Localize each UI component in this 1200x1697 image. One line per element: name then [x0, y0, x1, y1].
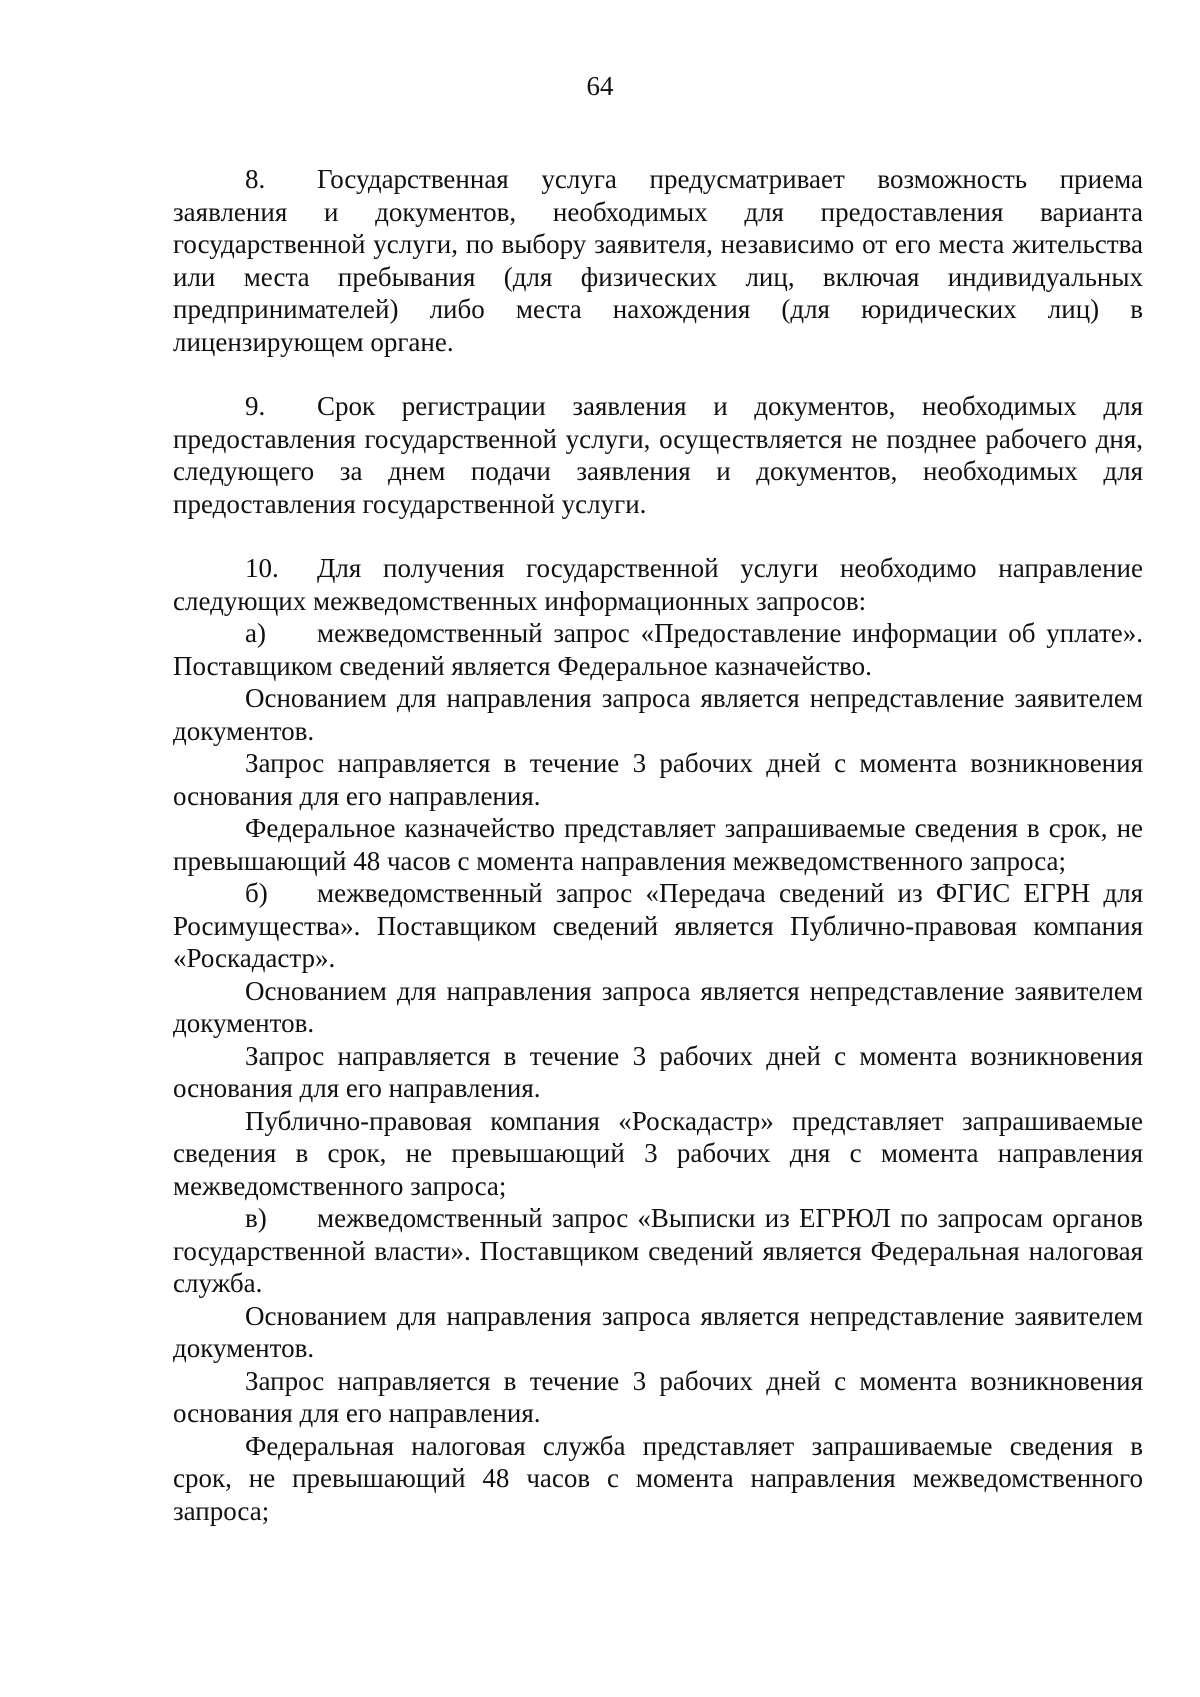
paragraph-number: 9. — [245, 391, 266, 421]
paragraph-9 — [173, 390, 1143, 520]
paragraph-number: 8. — [245, 164, 266, 194]
paragraph-10 — [173, 552, 1143, 617]
subitem-v — [173, 1202, 1143, 1300]
paragraph-text-block: Федеральное казначейство представляет запрашиваемые сведения в срок, не превышающий 48 часов с момента направления межведомственного запроса; — [173, 813, 1143, 876]
subitem-b — [173, 877, 1143, 975]
paragraph-text: Для получения государственной услуги необходимо направление следующих межведомственных информационных запросов: — [173, 553, 1143, 616]
subitem-letter: в) — [245, 1203, 267, 1233]
subitem-a — [173, 617, 1143, 682]
paragraph-text: Срок регистрации заявления и документов, необходимых для предоставления государственной услуги, осуществляется не позднее рабочего дня, следующего за днем подачи заявления и документов, необходимых для предоставления государственной услуги. — [173, 391, 1143, 519]
document-body — [173, 163, 1143, 1527]
paragraph-number: 10. — [245, 553, 279, 583]
paragraph-text-block: Публично-правовая компания «Роскадастр» представляет запрашиваемые сведения в срок, не превышающий 3 рабочих дня с момента направления межведомственного запроса; — [173, 1105, 1143, 1201]
paragraph-8 — [173, 163, 1143, 358]
paragraph-text-block: Основанием для направления запроса является непредставление заявителем документов. — [173, 975, 1143, 1038]
subitem-letter: а) — [245, 618, 266, 648]
paragraph-text-block: Основанием для направления запроса является непредставление заявителем документов. — [173, 683, 1143, 746]
paragraph-text-block: Основанием для направления запроса является непредставление заявителем документов. — [173, 1300, 1143, 1363]
paragraph-text: межведомственный запрос «Передача сведений из ФГИС ЕГРН для Росимущества». Поставщиком сведений является Публично-правовая компания «Роскадастр». — [173, 878, 1143, 973]
paragraph-text: Государственная услуга предусматривает возможность приема заявления и документов, необходимых для предоставления варианта государственной услуги, по выбору заявителя, независимо от его места жительства или места пребывания (для физических лиц, включая индивидуальных предпринимателей) либо места нахождения (для юридических лиц) в лицензирующем органе. — [173, 164, 1143, 357]
paragraph-text-block: Запрос направляется в течение 3 рабочих дней с момента возникновения основания для его направления. — [173, 1040, 1143, 1103]
paragraph-text: межведомственный запрос «Выписки из ЕГРЮЛ по запросам органов государственной власти». Поставщиком сведений является Федеральная налоговая служба. — [173, 1203, 1143, 1298]
page-number: 64 — [586, 71, 614, 101]
paragraph-text: межведомственный запрос «Предоставление информации об уплате». Поставщиком сведений является Федеральное казначейство. — [173, 618, 1143, 681]
paragraph-text-block: Федеральная налоговая служба представляет запрашиваемые сведения в срок, не превышающий 48 часов с момента направления межведомственного запроса; — [173, 1430, 1143, 1526]
paragraph-text-block: Запрос направляется в течение 3 рабочих дней с момента возникновения основания для его направления. — [173, 1365, 1143, 1428]
subitem-letter: б) — [245, 878, 268, 908]
paragraph-text-block: Запрос направляется в течение 3 рабочих дней с момента возникновения основания для его направления. — [173, 748, 1143, 811]
